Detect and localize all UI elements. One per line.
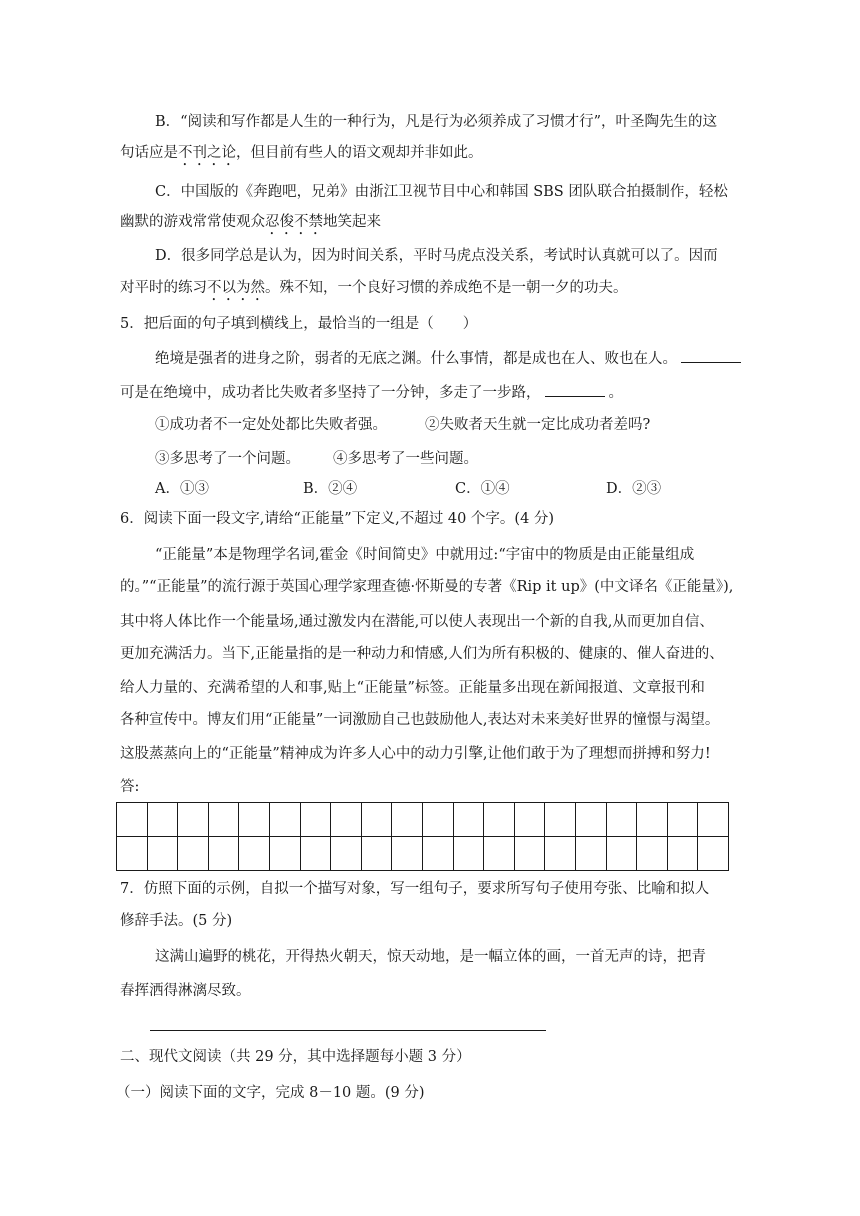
q6-passage-line7: 这股蒸蒸向上的“正能量”精神成为许多人心中的动力引擎,让他们敢于为了理想而拼搏和努力! [120,746,711,762]
q4-option-d-line2: 对平时的练习不以为然。殊不知，一个良好习惯的养成绝不是一朝一夕的功夫。 [120,280,628,296]
answer-grid-cell[interactable] [575,803,606,837]
q7-stem-line1: 7．仿照下面的示例，自拟一个描写对象，写一组句子，要求所写句子使用夸张、比喻和拟人 [120,881,710,897]
answer-grid-cell[interactable] [117,803,148,837]
answer-grid-cell[interactable] [269,837,300,871]
answer-grid-row [117,803,729,837]
fill-blank-2 [545,382,605,397]
q6-answer-label: 答: [120,779,140,795]
q5-sentence-4: ④多思考了一些问题。 [333,451,478,467]
answer-grid-cell[interactable] [545,803,576,837]
answer-grid-cell[interactable] [147,803,178,837]
q4-option-c-line2: 幽默的游戏常常使观众忍俊不禁地笑起来 [120,214,381,230]
q6-passage-line4: 更加充满活力。当下,正能量指的是一种动力和情感,人们为所有积极的、健康的、催人奋进的、 [120,646,724,662]
section2-title: 二、现代文阅读（共 29 分，其中选择题每小题 3 分） [120,1049,471,1065]
answer-grid-cell[interactable] [575,837,606,871]
q6-passage-line3: 其中将人体比作一个能量场,通过激发内在潜能,可以使人表现出一个新的自我,从而更加自信、 [120,614,714,630]
q6-passage-line5: 给人力量的、充满希望的人和事,贴上“正能量”标签。正能量多出现在新闻报道、文章报刊和 [120,680,705,696]
answer-grid-cell[interactable] [484,837,515,871]
answer-grid-cell[interactable] [606,837,637,871]
q7-stem-line2: 修辞手法。(5 分) [120,913,233,929]
answer-grid-cell[interactable] [637,837,668,871]
answer-grid-cell[interactable] [422,837,453,871]
q5-option-b: B．②④ [303,481,358,497]
q4-option-d-line1: D．很多同学总是认为，因为时间关系，平时马虎点没关系，考试时认真就可以了。因而 [155,248,718,264]
q6-passage-line2: 的。”“正能量”的流行源于英国心理学家理查德·怀斯曼的专著《Rip it up》(中文译名《正能量》), [120,579,734,595]
answer-grid-cell[interactable] [637,803,668,837]
answer-grid-cell[interactable] [208,803,239,837]
answer-grid-cell[interactable] [698,837,729,871]
q7-example-line1: 这满山遍野的桃花，开得热火朝天，惊天动地，是一幅立体的画，一首无声的诗，把青 [155,949,706,965]
q5-option-d: D．②③ [606,481,662,497]
q5-sentence-3: ③多思考了一个问题。 [155,451,300,467]
answer-grid-cell[interactable] [453,837,484,871]
answer-grid-cell[interactable] [392,803,423,837]
answer-line [150,1030,546,1031]
q5-sentence-2: ②失败者天生就一定比成功者差吗? [425,417,651,433]
answer-grid-cell[interactable] [514,803,545,837]
answer-grid-cell[interactable] [147,837,178,871]
answer-grid-row [117,837,729,871]
answer-grid-cell[interactable] [331,803,362,837]
q4-option-b-line1: B．“阅读和写作都是人生的一种行为，凡是行为必须养成了习惯才行”，叶圣陶先生的这 [155,114,717,130]
q6-passage-line6: 各种宣传中。博友们用“正能量”一词激励自己也鼓励他人,表达对未来美好世界的憧憬与渴望。 [120,712,720,728]
answer-grid-cell[interactable] [361,837,392,871]
q4-option-c-line1: C．中国版的《奔跑吧，兄弟》由浙江卫视节目中心和韩国 SBS 团队联合拍摄制作，轻松 [155,184,728,200]
emphasis-dots: 不以为然 [207,280,265,296]
answer-grid [116,802,729,871]
answer-grid-cell[interactable] [239,803,270,837]
answer-grid-cell[interactable] [239,837,270,871]
q4-option-b-line2: 句话应是不刊之论，但目前有些人的语文观却并非如此。 [120,145,483,161]
q5-sentence-1: ①成功者不一定处处都比失败者强。 [155,417,387,433]
answer-grid-cell[interactable] [514,837,545,871]
q5-option-c: C．①④ [455,481,510,497]
answer-grid-cell[interactable] [606,803,637,837]
fill-blank-1 [681,348,741,363]
answer-grid-cell[interactable] [269,803,300,837]
answer-grid-cell[interactable] [178,837,209,871]
emphasis-dots: 不刊之论 [178,145,236,161]
answer-grid-cell[interactable] [361,803,392,837]
answer-grid-cell[interactable] [208,837,239,871]
answer-grid-cell[interactable] [300,837,331,871]
answer-grid-cell[interactable] [698,803,729,837]
answer-grid-cell[interactable] [667,803,698,837]
answer-grid-cell[interactable] [453,803,484,837]
q5-passage-line2: 可是在绝境中，成功者比失败者多坚持了一分钟，多走了一步路， 。 [120,382,623,403]
q7-example-line2: 春挥洒得淋漓尽致。 [120,983,251,999]
q6-stem: 6．阅读下面一段文字,请给“正能量”下定义,不超过 40 个字。(4 分) [120,511,555,527]
answer-grid-cell[interactable] [484,803,515,837]
emphasis-dots: 忍俊不禁 [265,214,323,230]
q5-passage-line1: 绝境是强者的进身之阶，弱者的无底之渊。什么事情，都是成也在人、败也在人。 [155,348,745,369]
section2-subtitle: （一）阅读下面的文字，完成 8－10 题。(9 分) [116,1085,425,1101]
answer-grid-cell[interactable] [300,803,331,837]
q6-passage-line1: “正能量”本是物理学名词,霍金《时间简史》中就用过:“宇宙中的物质是由正能量组成 [155,547,695,563]
q5-stem: 5．把后面的句子填到横线上，最恰当的一组是（ ） [120,316,478,332]
answer-grid-cell[interactable] [117,837,148,871]
q5-option-a: A．①③ [155,481,209,497]
answer-grid-cell[interactable] [667,837,698,871]
answer-grid-cell[interactable] [178,803,209,837]
answer-grid-cell[interactable] [392,837,423,871]
answer-grid-cell[interactable] [422,803,453,837]
answer-grid-cell[interactable] [331,837,362,871]
answer-grid-cell[interactable] [545,837,576,871]
